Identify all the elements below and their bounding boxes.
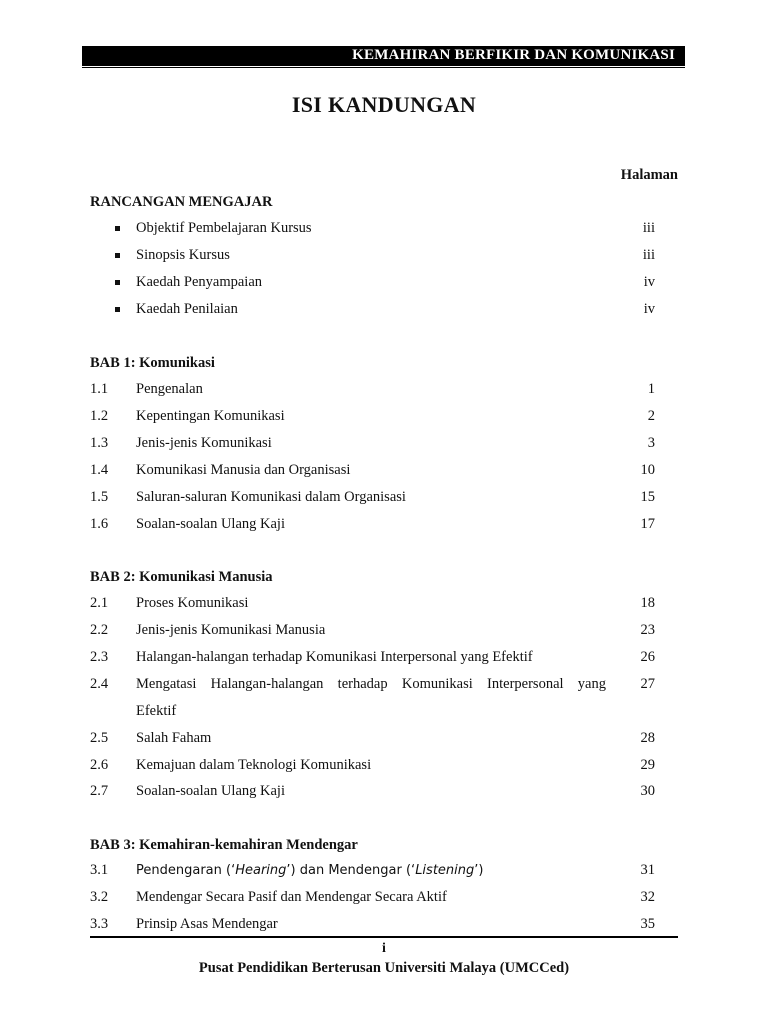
toc-page: 3 [647,435,655,451]
toc-label: Kemajuan dalam Teknologi Komunikasi [136,757,372,773]
toc-row [0,489,768,511]
toc-row [0,730,768,752]
toc-label: Saluran-saluran Komunikasi dalam Organisasi [136,489,406,505]
toc-label: Jenis-jenis Komunikasi Manusia [136,622,326,638]
toc-number: 2.6 [90,757,109,773]
toc-row [0,462,768,484]
toc-row [0,649,768,671]
toc-page: 32 [640,889,655,905]
toc-label: Pendengaran (‘Hearing’) dan Mendengar (‘Listening’) [136,863,484,878]
toc-page: 18 [640,595,655,611]
toc-row [0,516,768,538]
header-rule [82,67,685,68]
toc-row [0,301,768,323]
column-header-halaman: Halaman [620,167,678,183]
toc-page: 23 [640,622,655,638]
toc-label: Prinsip Asas Mendengar [136,916,278,932]
toc-page: 35 [640,916,655,932]
toc-page: iv [643,301,655,317]
toc-label: Mendengar Secara Pasif dan Mendengar Secara Aktif [136,889,447,905]
toc-number: 1.6 [90,516,109,532]
toc-page: 27 [640,676,655,692]
toc-number: 1.5 [90,489,109,505]
toc-page: 2 [647,408,655,424]
toc-number: 1.1 [90,381,109,397]
toc-row [0,247,768,269]
toc-number: 1.4 [90,462,109,478]
section-title-bab1: BAB 1: Komunikasi [90,355,215,371]
toc-row [0,274,768,296]
toc-page: 15 [640,489,655,505]
toc-row [0,783,768,805]
toc-page: iii [642,220,655,236]
section-title-bab2: BAB 2: Komunikasi Manusia [90,569,273,585]
toc-label: Sinopsis Kursus [136,247,230,263]
toc-number: 2.1 [90,595,109,611]
toc-label: Salah Faham [136,730,212,746]
section-title-bab3: BAB 3: Kemahiran-kemahiran Mendengar [90,837,358,853]
toc-label-continuation: Efektif [136,703,177,719]
toc-label: Kaedah Penyampaian [136,274,263,290]
toc-label: Pengenalan [136,381,203,397]
toc-page: 30 [640,783,655,799]
toc-page: 29 [640,757,655,773]
toc-number: 3.3 [90,916,109,932]
toc-number: 2.2 [90,622,109,638]
toc-page: iv [643,274,655,290]
section-title-rancangan: RANCANGAN MENGAJAR [90,194,273,210]
toc-label: Kepentingan Komunikasi [136,408,285,424]
toc-row [0,220,768,242]
header-bar [82,46,685,66]
toc-page: 17 [640,516,655,532]
toc-row [0,435,768,457]
toc-page: 31 [640,862,655,878]
toc-label: Soalan-soalan Ulang Kaji [136,516,285,532]
toc-label: Soalan-soalan Ulang Kaji [136,783,285,799]
toc-row [0,676,768,698]
header-title: KEMAHIRAN BERFIKIR DAN KOMUNIKASI [352,47,675,63]
toc-page: iii [642,247,655,263]
toc-page: 26 [640,649,655,665]
toc-number: 1.2 [90,408,109,424]
toc-row [0,862,768,884]
toc-number: 1.3 [90,435,109,451]
toc-number: 2.5 [90,730,109,746]
footer-institution: Pusat Pendidikan Berterusan Universiti Malaya (UMCCed) [198,960,570,976]
page-title: ISI KANDUNGAN [291,92,477,117]
toc-row [0,408,768,430]
bullet-icon [115,280,120,285]
toc-number: 3.1 [90,862,109,878]
footer-page-number: i [382,941,386,956]
toc-number: 2.4 [90,676,109,692]
toc-label: Kaedah Penilaian [136,301,238,317]
footer-rule [90,936,678,938]
toc-number: 2.7 [90,783,109,799]
bullet-icon [115,307,120,312]
toc-row [0,622,768,644]
toc-label: Komunikasi Manusia dan Organisasi [136,462,351,478]
toc-label: Jenis-jenis Komunikasi [136,435,272,451]
toc-page: 28 [640,730,655,746]
toc-page: 1 [647,381,655,397]
toc-number: 2.3 [90,649,109,665]
toc-row [0,916,768,938]
toc-page: 10 [640,462,655,478]
bullet-icon [115,253,120,258]
toc-row [0,889,768,911]
toc-row [0,381,768,403]
toc-row [0,595,768,617]
toc-label: Objektif Pembelajaran Kursus [136,220,312,236]
toc-label: Mengatasi Halangan-halangan terhadap Komunikasi Interpersonal yang [136,676,606,692]
bullet-icon [115,226,120,231]
toc-number: 3.2 [90,889,109,905]
toc-label: Halangan-halangan terhadap Komunikasi Interpersonal yang Efektif [136,649,533,665]
toc-label: Proses Komunikasi [136,595,249,611]
toc-row [0,757,768,779]
